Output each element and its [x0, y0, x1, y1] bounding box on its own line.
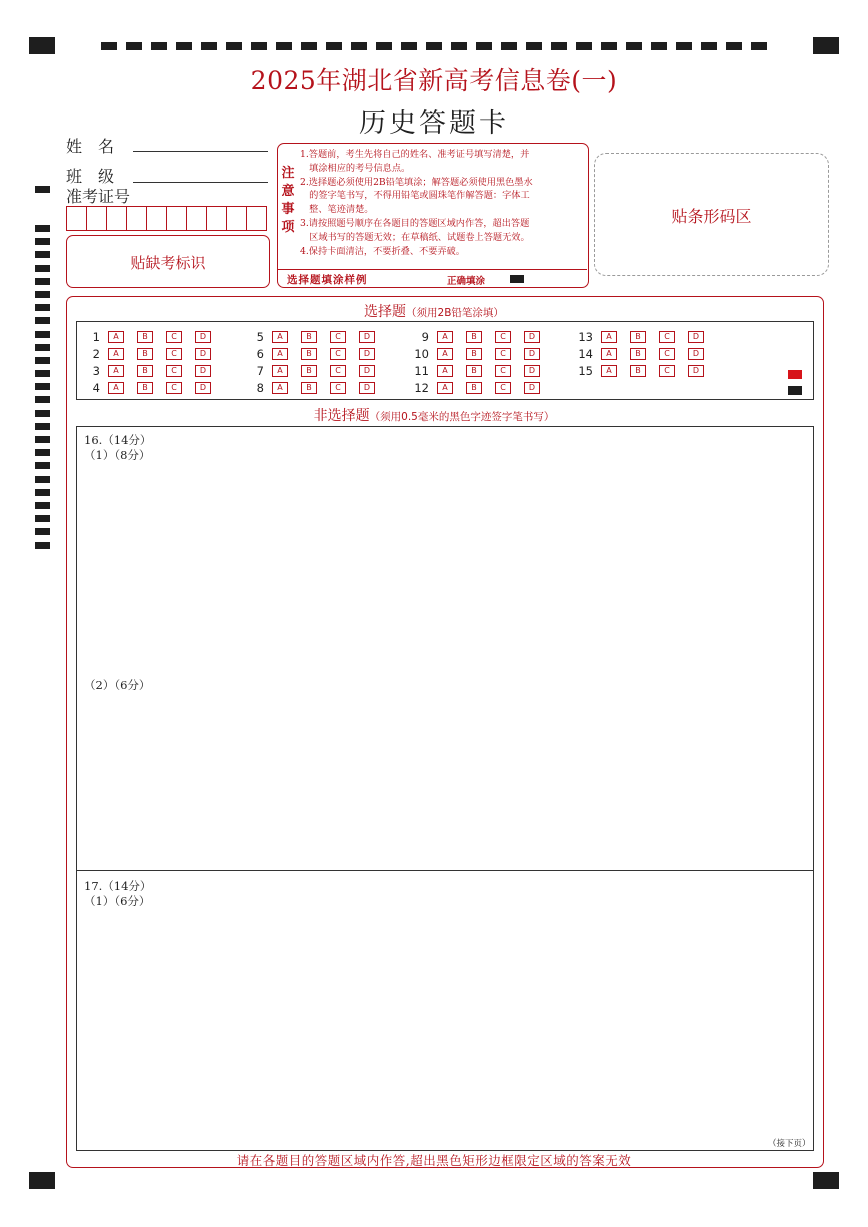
exam-id-cell[interactable] [127, 207, 147, 230]
fr-section-header [0, 405, 868, 425]
notice-side-char: 事 [281, 202, 295, 217]
red-marker [788, 370, 802, 379]
mc-option-bubble[interactable]: C [166, 348, 182, 360]
timing-mark [326, 42, 342, 50]
mc-question-number: 8 [256, 380, 264, 395]
timing-mark [501, 42, 517, 50]
mc-option-bubble[interactable]: D [195, 365, 211, 377]
mc-question-number: 3 [92, 363, 100, 378]
barcode-label: 贴条形码区 [671, 207, 752, 226]
timing-mark [35, 238, 50, 245]
mc-option-bubble[interactable]: B [466, 331, 482, 343]
footer-warning: 请在各题目的答题区域内作答,超出黑色矩形边框限定区域的答案无效 [236, 1153, 632, 1168]
black-marker [788, 386, 802, 395]
timing-mark [526, 42, 542, 50]
timing-mark [35, 291, 50, 298]
notice-side-char: 项 [281, 220, 295, 235]
continue-label: （接下页） [768, 1139, 811, 1149]
timing-mark [401, 42, 417, 50]
mc-question-number: 5 [256, 329, 264, 344]
mc-question-number: 6 [256, 346, 264, 361]
timing-mark [576, 42, 592, 50]
mc-question-number: 13 [578, 329, 593, 344]
class-field[interactable] [133, 181, 268, 183]
exam-id-cell[interactable] [207, 207, 227, 230]
mc-question-number: 4 [92, 380, 100, 395]
name-field[interactable] [133, 150, 268, 152]
timing-mark [35, 489, 50, 496]
mc-option-bubble[interactable]: A [272, 382, 288, 394]
timing-mark [35, 502, 50, 509]
mc-question-number: 7 [256, 363, 264, 378]
mc-question-row [76, 381, 224, 394]
mc-option-bubble[interactable]: A [272, 331, 288, 343]
notice-side-char: 意 [281, 184, 295, 199]
mc-option-bubble[interactable]: D [359, 382, 375, 394]
mc-section-header [0, 301, 868, 321]
mc-option-bubble[interactable]: B [137, 348, 153, 360]
notice-line: 的签字笔书写，不得用铅笔或圆珠笔作解答题：字体工 [300, 190, 530, 202]
exam-id-cell[interactable] [167, 207, 187, 230]
mc-option-bubble[interactable]: C [166, 365, 182, 377]
mc-question-row [405, 381, 553, 394]
mc-question-number: 2 [92, 346, 100, 361]
notice-line: 填涂相应的考号信息点。 [300, 162, 411, 174]
exam-id-cell[interactable] [147, 207, 167, 230]
mc-option-bubble[interactable]: B [137, 365, 153, 377]
mc-option-bubble[interactable]: C [166, 331, 182, 343]
timing-mark [351, 42, 367, 50]
corner-mark-bottom-right [813, 1172, 839, 1189]
corner-mark-top-right [813, 37, 839, 54]
mc-option-bubble[interactable]: C [166, 382, 182, 394]
mc-question-row [240, 364, 388, 377]
mc-option-bubble[interactable]: C [495, 348, 511, 360]
mc-question-row [405, 364, 553, 377]
timing-mark [35, 396, 50, 403]
timing-mark [35, 251, 50, 258]
mc-question-number: 10 [414, 346, 429, 361]
exam-id-cell[interactable] [247, 207, 266, 230]
mc-option-bubble[interactable]: A [601, 348, 617, 360]
mc-option-bubble[interactable]: D [688, 348, 704, 360]
timing-mark [35, 344, 50, 351]
mc-option-bubble[interactable]: A [437, 365, 453, 377]
timing-mark [35, 383, 50, 390]
timing-mark [751, 42, 767, 50]
mc-option-bubble[interactable]: A [272, 348, 288, 360]
notice-line: 1.答题前，考生先将自己的姓名、准考证号填写清楚，并 [300, 149, 530, 160]
q16-title: 16.（14分） [84, 433, 152, 447]
mc-question-number: 14 [578, 346, 593, 361]
timing-mark [376, 42, 392, 50]
notice-text [300, 148, 582, 258]
timing-mark [101, 42, 117, 50]
timing-mark [626, 42, 642, 50]
mc-option-bubble[interactable]: C [659, 365, 675, 377]
exam-id-cell[interactable] [107, 207, 127, 230]
mc-option-bubble[interactable]: B [137, 331, 153, 343]
mc-option-bubble[interactable]: A [272, 365, 288, 377]
mc-option-bubble[interactable]: D [359, 348, 375, 360]
mc-option-bubble[interactable]: A [108, 331, 124, 343]
timing-mark [601, 42, 617, 50]
mc-question-row [76, 364, 224, 377]
exam-id-cell[interactable] [187, 207, 207, 230]
timing-mark [35, 265, 50, 272]
timing-mark [35, 370, 50, 377]
mc-option-bubble[interactable]: D [524, 365, 540, 377]
q17-title: 17.（14分） [84, 879, 152, 893]
mc-option-bubble[interactable]: B [301, 365, 317, 377]
top-timing-strip [101, 42, 781, 50]
mc-question-row [569, 364, 717, 377]
mc-option-bubble[interactable]: B [630, 348, 646, 360]
q16-part1: （1）（8分） [84, 448, 151, 462]
mc-question-row [405, 347, 553, 360]
mc-option-bubble[interactable]: B [630, 365, 646, 377]
mc-option-bubble[interactable]: D [359, 331, 375, 343]
notice-line: 2.选择题必须使用2B铅笔填涂；解答题必须使用黑色墨水 [300, 176, 533, 188]
mc-option-bubble[interactable]: D [359, 365, 375, 377]
timing-mark [726, 42, 742, 50]
mc-option-bubble[interactable]: A [437, 348, 453, 360]
fill-sample-row [277, 269, 587, 287]
mc-option-bubble[interactable]: B [630, 331, 646, 343]
mc-option-bubble[interactable]: B [466, 382, 482, 394]
mc-option-bubble[interactable]: D [688, 331, 704, 343]
exam-id-cell[interactable] [67, 207, 87, 230]
mc-option-bubble[interactable]: A [601, 365, 617, 377]
mc-question-number: 11 [414, 363, 429, 378]
timing-mark [35, 476, 50, 483]
mc-question-number: 12 [414, 380, 429, 395]
timing-mark [476, 42, 492, 50]
exam-id-label: 准考证号 [66, 187, 131, 206]
mc-option-bubble[interactable]: C [659, 331, 675, 343]
timing-mark [35, 462, 50, 469]
mc-question-row [240, 347, 388, 360]
correct-fill-sample [510, 275, 524, 283]
mc-question-row [569, 347, 717, 360]
fr-section-note: （须用0.5毫米的黑色字迹签字笔书写） [369, 411, 555, 423]
mc-option-bubble[interactable]: A [601, 331, 617, 343]
mc-section-title: 选择题 [364, 304, 407, 320]
notice-line: 3.请按照题号顺序在各题目的答题区域内作答，超出答题 [300, 217, 530, 229]
mc-option-bubble[interactable]: C [330, 365, 346, 377]
exam-id-cell[interactable] [87, 207, 107, 230]
timing-mark [251, 42, 267, 50]
timing-mark [201, 42, 217, 50]
q17-part1: （1）（6分） [84, 894, 151, 908]
timing-mark [35, 331, 50, 338]
class-label: 班 级 [66, 167, 115, 186]
card-subtitle: 历史答题卡 [359, 108, 509, 139]
timing-mark [176, 42, 192, 50]
mc-option-bubble[interactable]: A [108, 382, 124, 394]
mc-option-bubble[interactable]: C [659, 348, 675, 360]
page-title: 2025年湖北省新高考信息卷(一) [250, 66, 618, 95]
fill-sample-label: 选择题填涂样例 [287, 274, 368, 286]
mc-question-row [240, 330, 388, 343]
mc-question-row [76, 330, 224, 343]
name-label: 姓 名 [66, 137, 115, 156]
timing-mark [676, 42, 692, 50]
mc-question-number: 15 [578, 363, 593, 378]
exam-id-grid[interactable] [66, 206, 267, 231]
timing-mark [551, 42, 567, 50]
timing-mark [35, 357, 50, 364]
corner-mark-top-left [29, 37, 55, 54]
mc-option-bubble[interactable]: B [466, 365, 482, 377]
mc-option-bubble[interactable]: D [195, 348, 211, 360]
mc-question-row [76, 347, 224, 360]
timing-mark [35, 436, 50, 443]
timing-mark [426, 42, 442, 50]
mc-option-bubble[interactable]: D [688, 365, 704, 377]
q16-part2: （2）（6分） [84, 678, 151, 692]
mc-question-number: 9 [421, 329, 429, 344]
timing-mark [226, 42, 242, 50]
notice-side-char: 注 [281, 166, 295, 181]
timing-mark [35, 449, 50, 456]
absent-mark-label: 贴缺考标识 [130, 254, 206, 272]
mc-option-bubble[interactable]: D [524, 382, 540, 394]
mc-option-bubble[interactable]: D [195, 331, 211, 343]
mc-option-bubble[interactable]: A [437, 331, 453, 343]
mc-option-bubble[interactable]: A [108, 365, 124, 377]
mc-option-bubble[interactable]: C [495, 365, 511, 377]
absent-mark-box[interactable] [66, 235, 270, 288]
left-timing-marks [35, 186, 50, 555]
timing-mark [651, 42, 667, 50]
mc-option-bubble[interactable]: B [301, 331, 317, 343]
timing-mark [35, 225, 50, 232]
timing-mark [301, 42, 317, 50]
timing-mark [35, 515, 50, 522]
corner-mark-bottom-left [29, 1172, 55, 1189]
mc-option-bubble[interactable]: D [524, 331, 540, 343]
mc-question-row [405, 330, 553, 343]
mc-question-row [569, 330, 717, 343]
notice-line: 4.保持卡面清洁，不要折叠、不要弄破。 [300, 245, 465, 257]
mc-option-bubble[interactable]: C [330, 382, 346, 394]
mc-option-bubble[interactable]: B [301, 382, 317, 394]
timing-mark [35, 278, 50, 285]
mc-option-bubble[interactable]: B [301, 348, 317, 360]
question-divider [76, 870, 814, 871]
timing-mark [701, 42, 717, 50]
timing-mark [126, 42, 142, 50]
mc-option-bubble[interactable]: B [466, 348, 482, 360]
timing-mark [35, 542, 50, 549]
timing-mark [451, 42, 467, 50]
timing-mark [276, 42, 292, 50]
mc-option-bubble[interactable]: A [108, 348, 124, 360]
mc-section-note: （须用2B铅笔涂填） [406, 307, 504, 319]
mc-option-bubble[interactable]: C [495, 382, 511, 394]
mc-option-bubble[interactable]: D [195, 382, 211, 394]
timing-mark [35, 186, 50, 193]
notice-line: 整、笔迹清楚。 [300, 204, 374, 216]
exam-id-cell[interactable] [227, 207, 247, 230]
mc-option-bubble[interactable]: B [137, 382, 153, 394]
mc-option-bubble[interactable]: C [330, 331, 346, 343]
timing-mark [151, 42, 167, 50]
free-response-box[interactable] [76, 426, 814, 1151]
timing-mark [35, 528, 50, 535]
mc-option-bubble[interactable]: C [330, 348, 346, 360]
correct-fill-label: 正确填涂 [447, 276, 486, 287]
mc-question-row [240, 381, 388, 394]
notice-line: 区域书写的答题无效；在草稿纸、试题卷上答题无效。 [300, 231, 530, 243]
mc-question-number: 1 [92, 329, 100, 344]
notice-side-label [281, 165, 295, 237]
barcode-area [594, 153, 829, 276]
fr-section-title: 非选择题 [313, 408, 370, 424]
mc-option-bubble[interactable]: A [437, 382, 453, 394]
mc-option-bubble[interactable]: D [524, 348, 540, 360]
mc-option-bubble[interactable]: C [495, 331, 511, 343]
